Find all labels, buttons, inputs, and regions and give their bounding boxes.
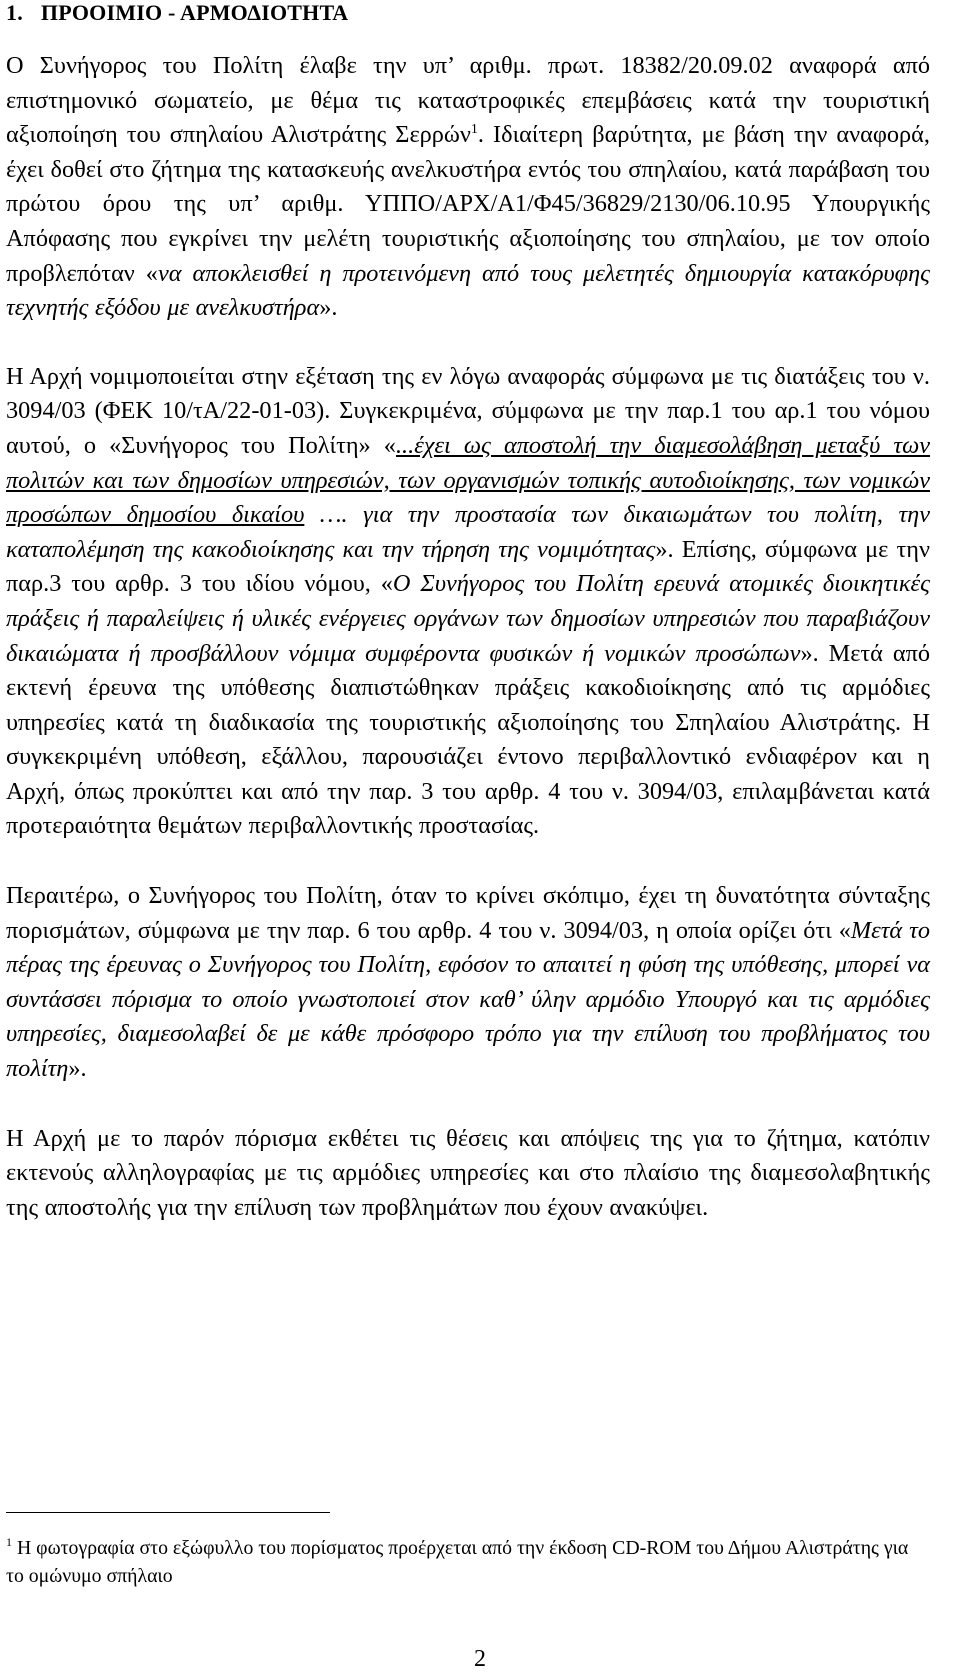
underlined-quote: ...έχει ως αποστολή την διαμεσολάβηση μεταξύ των πολιτών και των δημοσίων υπηρεσιών, των οργανισμών τοπικής αυτοδιοίκησης, των νομικών προσώπων δημοσίου δικαίου (6, 431, 931, 529)
footnote-reference: 1 (470, 122, 478, 138)
paragraph-text: ». (68, 1055, 87, 1083)
section-heading (6, 0, 930, 26)
paragraph-text: Περαιτέρω, ο Συνήγορος του Πολίτη, όταν το κρίνει σκόπιμο, έχει τη δυνατότητα σύνταξης πορισμάτων, σύμφωνα με την παρ. 6 του αρθρ. 4 του ν. 3094/03, η οποία ορίζει ότι « (6, 882, 930, 944)
section-number: 1. (6, 0, 23, 25)
paragraph-text: ». Μετά από εκτενή έρευνα της υπόθεσης διαπιστώθηκαν πράξεις κακοδιοίκησης από τις αρμόδιες υπηρεσίες κατά τη διαδικασία της τουριστικής αξιοποίησης του Σπηλαίου Αλιστράτης. Η συγκεκριμένη υπόθεση, εξάλλου, παρουσιάζει έντονο περιβαλλοντικό ενδιαφέρον και η Αρχή, όπως προκύπτει και από την παρ. 3 του αρθρ. 4 του ν. 3094/03, επιλαμβάνεται κατά προτεραιότητα θεμάτων περιβαλλοντικής προστασίας. (6, 639, 930, 840)
paragraph-jurisdiction (6, 360, 930, 844)
quoted-text: να αποκλεισθεί η προτεινόμενη από τους μελετητές δημιουργία κατακόρυφης τεχνητής εξόδου με ανελκυστήρα (6, 259, 930, 322)
paragraph-text: Η Αρχή νομιμοποιείται στην εξέταση της εν λόγω αναφοράς σύμφωνα με τις διατάξεις του ν. 3094/03 (ΦΕΚ 10/τΑ/22-01-03). Συγκεκριμένα, σύμφωνα με την παρ.1 του αρ.1 του νόμου αυτού, ο «Συνήγορος του Πολίτη» « (6, 362, 930, 459)
footnote-separator (6, 1512, 330, 1513)
quoted-text: …. για την προστασία των δικαιωμάτων του πολίτη, την καταπολέμηση της κακοδιοίκησης και την τήρηση της νομιμότητας (6, 501, 930, 563)
document-page (6, 0, 930, 1225)
section-title: ΠΡΟΟΙΜΙΟ - ΑΡΜΟΔΙΟΤΗΤΑ (40, 0, 349, 25)
paragraph-text: ». Επίσης, σύμφωνα με την παρ.3 του αρθρ. 3 του ιδίου νόμου, « (6, 535, 930, 598)
quoted-text: Μετά το πέρας της έρευνας ο Συνήγορος του Πολίτη, εφόσον το απαιτεί η φύση της υπόθεσης, μπορεί να συντάσσει πόρισμα το οποίο γνωστοποιεί στον καθ’ ύλην αρμόδιο Υπουργό και τις αρμόδιες υπηρεσίες, διαμεσολαβεί δε με κάθε πρόσφορο τρόπο για την επίλυση του προβλήματος του πολίτη (6, 916, 930, 1083)
paragraph-complaint (6, 49, 930, 326)
footnote-text: Η φωτογραφία στο εξώφυλλο του πορίσματος προέρχεται από την έκδοση CD-ROM του Δήμου Αλιστράτης για το ομώνυμο σπήλαιο (6, 1537, 909, 1587)
paragraph-findings-authority (6, 879, 930, 1087)
footnote-mark: 1 (6, 1535, 12, 1549)
paragraph-text: Η Αρχή με το παρόν πόρισμα εκθέτει τις θέσεις και απόψεις της για το ζήτημα, κατόπιν εκτενούς αλληλογραφίας με τις αρμόδιες υπηρεσίες και στο πλαίσιο της διαμεσολαβητικής της αποστολής για την επίλυση των προβλημάτων που έχουν ανακύψει. (6, 1124, 930, 1221)
paragraph-text: Ο Συνήγορος του Πολίτη έλαβε την υπ’ αριθμ. πρωτ. 18382/20.09.02 αναφορά από επιστημονικό σωματείο, με θέμα τις καταστροφικές επεμβάσεις κατά την τουριστική αξιοποίηση του σπηλαίου Αλιστράτης Σερρών (6, 52, 930, 149)
quoted-text: Ο Συνήγορος του Πολίτη ερευνά ατομικές διοικητικές πράξεις ή παραλείψεις ή υλικές ενέργειες οργάνων των δημοσίων υπηρεσιών που παραβιάζουν δικαιώματα ή προσβάλλουν νόμιμα συμφέροντα φυσικών ή νομικών προσώπων (6, 570, 930, 667)
paragraph-purpose (6, 1122, 930, 1226)
paragraph-text: ». (319, 294, 338, 322)
footnote (6, 1534, 926, 1590)
page-number: 2 (474, 1646, 486, 1672)
paragraph-text: . Ιδιαίτερη βαρύτητα, με βάση την αναφορά, έχει δοθεί στο ζήτημα της κατασκευής ανελκυστήρα εντός του σπηλαίου, κατά παράβαση του πρώτου όρου της υπ’ αριθμ. ΥΠΠΟ/ΑΡΧ/Α1/Φ45/36829/2130/06.10.95 Υπουργικής Απόφασης που εγκρίνει την μελέτη τουριστικής αξιοποίησης του σπηλαίου, με τον οποίο προβλεπόταν « (6, 121, 930, 287)
